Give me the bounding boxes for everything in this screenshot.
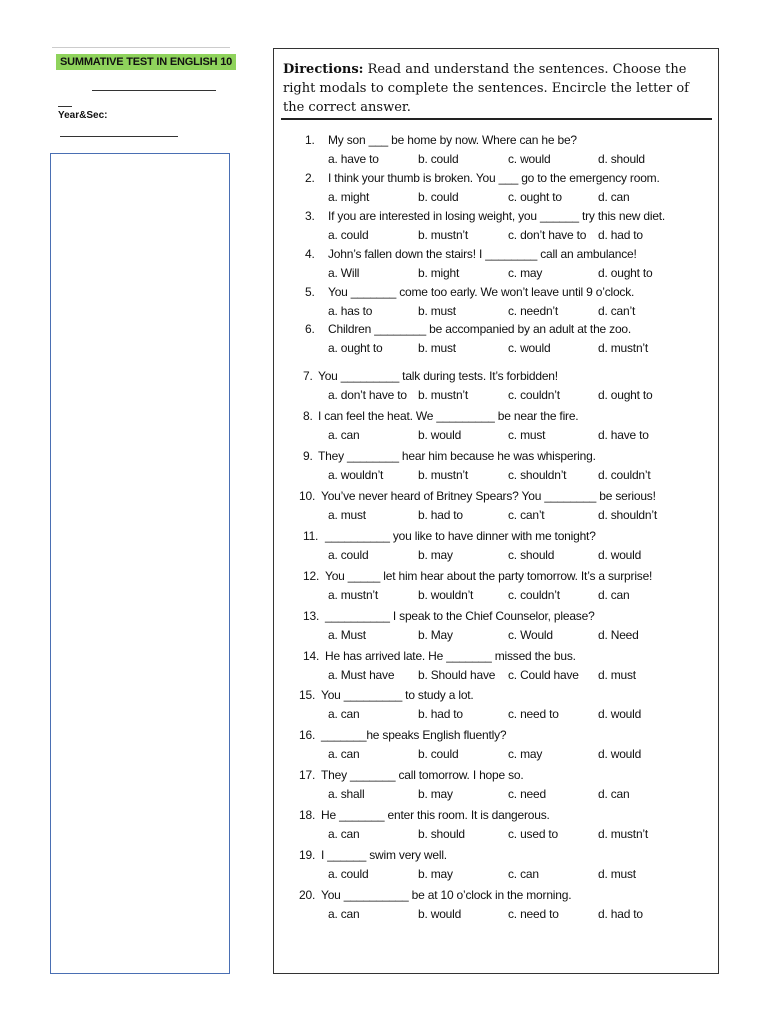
question-number: 17. bbox=[299, 768, 316, 782]
question-number: 18. bbox=[299, 808, 316, 822]
question-number: 8. bbox=[303, 409, 313, 423]
answer-option[interactable]: c. used to bbox=[508, 827, 559, 841]
question-text: __________ I speak to the Chief Counselor, please? bbox=[325, 609, 595, 623]
question-text: John’s fallen down the stairs! I ________ call an ambulance! bbox=[328, 247, 637, 261]
question-text: If you are interested in losing weight, you ______ try this new diet. bbox=[328, 209, 666, 223]
question-number: 3. bbox=[305, 209, 315, 223]
answer-option[interactable]: d. had to bbox=[598, 228, 643, 242]
answer-option[interactable]: d. can bbox=[598, 190, 630, 204]
answer-option[interactable]: b. May bbox=[418, 628, 453, 642]
answer-option[interactable]: a. Must bbox=[328, 628, 366, 642]
year-sec-blank-line bbox=[60, 136, 178, 137]
question-number: 4. bbox=[305, 247, 315, 261]
question-text: Children ________ be accompanied by an adult at the zoo. bbox=[328, 322, 632, 336]
answer-option[interactable]: b. would bbox=[418, 428, 462, 442]
question bbox=[299, 888, 571, 902]
answer-option[interactable]: d. must bbox=[598, 867, 636, 881]
answer-option[interactable]: c. need bbox=[508, 787, 546, 801]
answer-option[interactable]: c. would bbox=[508, 341, 551, 355]
answer-option[interactable]: a. have to bbox=[328, 152, 379, 166]
question bbox=[299, 768, 524, 782]
question-text: They ________ hear him because he was whispering. bbox=[318, 449, 596, 463]
question-number: 19. bbox=[299, 848, 316, 862]
question-number: 2. bbox=[305, 171, 315, 185]
question-number: 9. bbox=[303, 449, 313, 463]
question bbox=[305, 285, 634, 299]
answer-option[interactable]: b. mustn’t bbox=[418, 228, 469, 242]
answer-option[interactable]: b. must bbox=[418, 341, 456, 355]
question bbox=[299, 489, 656, 503]
question-text: They _______ call tomorrow. I hope so. bbox=[321, 768, 524, 782]
question bbox=[299, 728, 506, 742]
answer-option[interactable]: b. should bbox=[418, 827, 465, 841]
answer-option[interactable]: d. shouldn’t bbox=[598, 508, 657, 522]
answer-option[interactable]: c. need to bbox=[508, 907, 559, 921]
question bbox=[303, 569, 652, 583]
question-text: I can feel the heat. We _________ be near the fire. bbox=[318, 409, 579, 423]
answer-option[interactable]: c. ought to bbox=[508, 190, 562, 204]
question bbox=[299, 688, 474, 702]
answer-option[interactable]: c. must bbox=[508, 428, 546, 442]
question bbox=[303, 369, 558, 383]
answer-option[interactable]: c. can’t bbox=[508, 508, 545, 522]
answer-option[interactable]: c. couldn’t bbox=[508, 588, 560, 602]
answer-option[interactable]: b. could bbox=[418, 152, 459, 166]
question-number: 14. bbox=[303, 649, 320, 663]
question-number: 11. bbox=[303, 529, 319, 543]
question bbox=[305, 322, 631, 336]
directions bbox=[283, 60, 708, 117]
answer-option[interactable]: d. ought to bbox=[598, 266, 653, 280]
answer-option[interactable]: b. could bbox=[418, 190, 459, 204]
question-number: 10. bbox=[299, 489, 316, 503]
question-text: My son ___ be home by now. Where can he be? bbox=[328, 133, 577, 147]
answer-option[interactable]: b. had to bbox=[418, 707, 463, 721]
question bbox=[299, 808, 550, 822]
answer-option[interactable]: a. might bbox=[328, 190, 370, 204]
answer-option[interactable]: a. can bbox=[328, 707, 360, 721]
answer-option[interactable]: d. ought to bbox=[598, 388, 653, 402]
question-number: 16. bbox=[299, 728, 316, 742]
answer-option[interactable]: a. mustn’t bbox=[328, 588, 379, 602]
answer-option[interactable]: b. mustn’t bbox=[418, 388, 469, 402]
answer-option[interactable]: a. ought to bbox=[328, 341, 383, 355]
name-blank-line bbox=[92, 90, 216, 91]
answer-option[interactable]: b. wouldn’t bbox=[418, 588, 474, 602]
answer-option[interactable]: a. Will bbox=[328, 266, 360, 280]
answer-option[interactable]: b. may bbox=[418, 787, 453, 801]
question-text: _______he speaks English fluently? bbox=[321, 728, 507, 742]
test-title: SUMMATIVE TEST IN ENGLISH 10 bbox=[56, 54, 236, 70]
answer-option[interactable]: b. may bbox=[418, 548, 453, 562]
answer-option[interactable]: c. should bbox=[508, 548, 555, 562]
question bbox=[303, 409, 578, 423]
question-text: You _________ to study a lot. bbox=[321, 688, 474, 702]
answer-option[interactable]: a. can bbox=[328, 907, 360, 921]
answer-option[interactable]: d. must bbox=[598, 668, 636, 682]
directions-text: Read and understand the sentences. Choose the right modals to complete the sentences. Encircle the letter of the correct answer. bbox=[283, 62, 689, 115]
answer-option[interactable]: b. might bbox=[418, 266, 460, 280]
directions-label: Directions: bbox=[283, 62, 364, 77]
answer-option[interactable]: a. can bbox=[328, 827, 360, 841]
question-text: You _____ let him hear about the party tomorrow. It’s a surprise! bbox=[325, 569, 653, 583]
answer-option[interactable]: a. can bbox=[328, 428, 360, 442]
answer-option[interactable]: d. would bbox=[598, 548, 642, 562]
answer-option[interactable]: a. can bbox=[328, 747, 360, 761]
question bbox=[303, 649, 576, 663]
question bbox=[299, 848, 447, 862]
answer-option[interactable]: a. could bbox=[328, 548, 369, 562]
answer-option[interactable]: c. would bbox=[508, 152, 551, 166]
answer-option[interactable]: d. mustn’t bbox=[598, 341, 649, 355]
question-number: 12. bbox=[303, 569, 320, 583]
answer-option[interactable]: c. Could have bbox=[508, 668, 579, 682]
name-blank-dash bbox=[58, 106, 72, 107]
answer-option[interactable]: b. could bbox=[418, 747, 459, 761]
answer-option[interactable]: a. could bbox=[328, 867, 369, 881]
answer-option[interactable]: a. could bbox=[328, 228, 369, 242]
answer-option[interactable]: c. may bbox=[508, 747, 543, 761]
answer-option[interactable]: b. may bbox=[418, 867, 453, 881]
answer-option[interactable]: d. couldn’t bbox=[598, 468, 651, 482]
answer-option[interactable]: c. shouldn’t bbox=[508, 468, 567, 482]
question-text: I think your thumb is broken. You ___ go to the emergency room. bbox=[328, 171, 660, 185]
answer-option[interactable]: d. can bbox=[598, 588, 630, 602]
answer-option[interactable]: d. had to bbox=[598, 907, 643, 921]
question-text: You __________ be at 10 o’clock in the morning. bbox=[321, 888, 572, 902]
question-text: You _______ come too early. We won’t leave until 9 o’clock. bbox=[328, 285, 635, 299]
question-text: He _______ enter this room. It is dangerous. bbox=[321, 808, 550, 822]
question-text: __________ you like to have dinner with me tonight? bbox=[325, 529, 596, 543]
question-number: 5. bbox=[305, 285, 315, 299]
year-sec-label: Year&Sec: bbox=[58, 110, 108, 121]
answer-option[interactable]: d. would bbox=[598, 707, 642, 721]
question bbox=[305, 247, 637, 261]
top-rule bbox=[52, 47, 230, 48]
question bbox=[305, 133, 577, 147]
answer-option[interactable]: b. mustn’t bbox=[418, 468, 469, 482]
answer-option[interactable]: c. need to bbox=[508, 707, 559, 721]
answer-option[interactable]: b. had to bbox=[418, 508, 463, 522]
answer-option[interactable]: d. have to bbox=[598, 428, 649, 442]
answer-option[interactable]: c. may bbox=[508, 266, 543, 280]
answer-option[interactable]: d. can bbox=[598, 787, 630, 801]
score-box bbox=[50, 153, 230, 974]
answer-option[interactable]: c. Would bbox=[508, 628, 553, 642]
question bbox=[303, 449, 596, 463]
answer-option[interactable]: a. don’t have to bbox=[328, 388, 407, 402]
answer-option[interactable]: b. must bbox=[418, 304, 456, 318]
question bbox=[303, 609, 595, 623]
answer-option[interactable]: a. shall bbox=[328, 787, 365, 801]
answer-option[interactable]: d. would bbox=[598, 747, 642, 761]
answer-option[interactable]: d. mustn’t bbox=[598, 827, 649, 841]
question bbox=[305, 209, 665, 223]
answer-option[interactable]: a. must bbox=[328, 508, 366, 522]
answer-option[interactable]: d. Need bbox=[598, 628, 639, 642]
question-number: 20. bbox=[299, 888, 316, 902]
question-number: 15. bbox=[299, 688, 316, 702]
question-text: You _________ talk during tests. It’s forbidden! bbox=[318, 369, 558, 383]
directions-rule bbox=[281, 118, 712, 120]
answer-option[interactable]: a. has to bbox=[328, 304, 373, 318]
question-number: 7. bbox=[303, 369, 313, 383]
answer-option[interactable]: a. wouldn’t bbox=[328, 468, 384, 482]
question bbox=[303, 529, 596, 543]
answer-option[interactable]: d. can’t bbox=[598, 304, 636, 318]
question-number: 1. bbox=[305, 133, 315, 147]
question-number: 13. bbox=[303, 609, 320, 623]
question-number: 6. bbox=[305, 322, 315, 336]
answer-option[interactable]: b. would bbox=[418, 907, 462, 921]
answer-option[interactable]: c. needn’t bbox=[508, 304, 559, 318]
question-text: He has arrived late. He _______ missed the bus. bbox=[325, 649, 576, 663]
question bbox=[305, 171, 660, 185]
answer-option[interactable]: c. couldn’t bbox=[508, 388, 560, 402]
answer-option[interactable]: d. should bbox=[598, 152, 645, 166]
question-text: You’ve never heard of Britney Spears? You ________ be serious! bbox=[321, 489, 656, 503]
answer-option[interactable]: a. Must have bbox=[328, 668, 395, 682]
answer-option[interactable]: b. Should have bbox=[418, 668, 496, 682]
answer-option[interactable]: c. don’t have to bbox=[508, 228, 587, 242]
question-text: I ______ swim very well. bbox=[321, 848, 447, 862]
answer-option[interactable]: c. can bbox=[508, 867, 539, 881]
